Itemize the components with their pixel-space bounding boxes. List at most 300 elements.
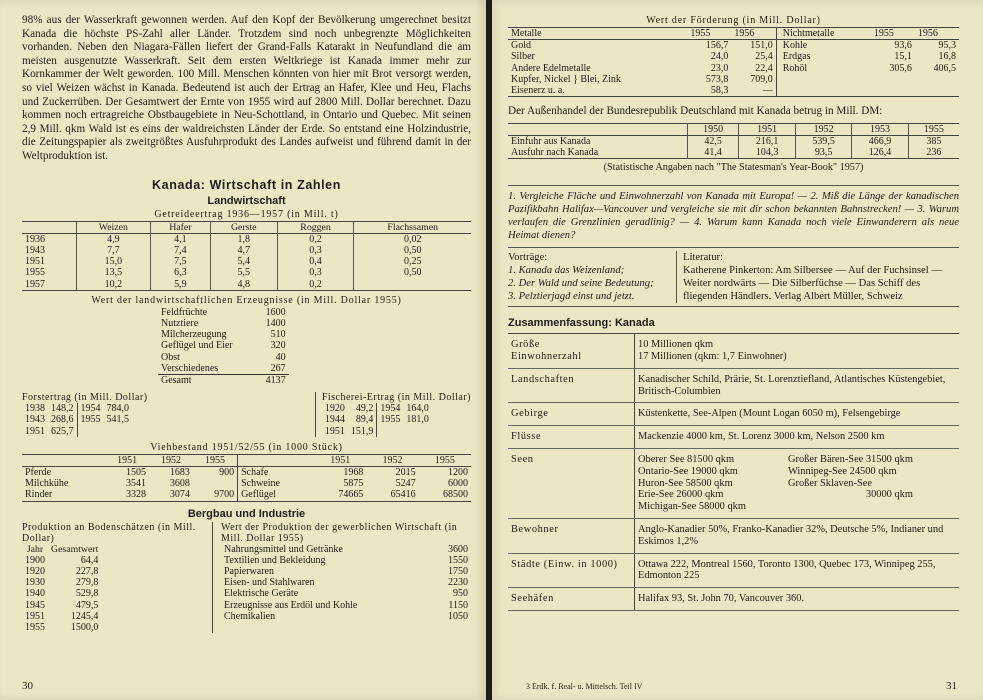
table-row xyxy=(322,403,432,414)
summary-value: Mackenzie 4000 km, St. Lorenz 3000 km, Nelson 2500 km xyxy=(635,426,960,449)
table-row xyxy=(158,374,289,386)
boden-cell: 1930 xyxy=(25,577,45,589)
table-row xyxy=(158,340,289,351)
summary-value: Küstenkette, See-Alpen (Mount Logan 6050 m), Felsengebirge xyxy=(635,403,960,426)
gewerb-cell: 950 xyxy=(453,588,468,600)
summary-row xyxy=(508,334,959,369)
vieh-cell: 1968 xyxy=(343,466,364,478)
vieh-cell: 900 xyxy=(219,466,235,478)
gewerb-cell: 2230 xyxy=(448,577,468,589)
table-row xyxy=(22,233,471,245)
summary-value: Ottawa 222, Montreal 1560, Toronto 1300, Quebec 173, Winnipeg 255, Edmonton 225 xyxy=(635,553,960,588)
section-title: Kanada: Wirtschaft in Zahlen xyxy=(152,177,341,192)
summary-row xyxy=(508,519,959,554)
aussen-header: 1950 xyxy=(687,123,739,135)
vieh-cell: Pferde xyxy=(25,466,52,478)
forst-caption: Forstertrag (in Mill. Dollar) xyxy=(22,392,148,404)
table-row xyxy=(221,544,471,555)
lake-item: Michigan-See 58000 qkm xyxy=(638,501,746,513)
nicht-cell: Kohle xyxy=(776,40,871,52)
metalle-cell: Eisenerz u. a. xyxy=(511,85,565,97)
table-row xyxy=(22,622,101,633)
fisch-cell: 1955 xyxy=(377,414,404,425)
aussen-cell: 216,1 xyxy=(739,135,795,147)
grain-header: Roggen xyxy=(277,222,354,234)
table-row xyxy=(221,600,471,611)
table-row xyxy=(322,414,432,425)
wert-cell: Feldfrüchte xyxy=(161,306,208,318)
foerder-caption: Wert der Förderung (in Mill. Dollar) xyxy=(646,15,821,26)
grain-cell: 4,7 xyxy=(210,245,277,256)
vieh-cell: Schafe xyxy=(238,466,315,478)
seen-lists xyxy=(635,449,960,519)
grain-cell: 1936 xyxy=(22,233,76,245)
vortraege-literatur xyxy=(508,247,959,307)
metalle-cell: Kupfer, Nickel } Blei, Zink xyxy=(511,73,621,85)
fisch-cell xyxy=(377,426,404,437)
wert-caption: Wert der landwirtschaftlichen Erzeugnisse (in Mill. Dollar 1955) xyxy=(91,294,402,306)
table-row xyxy=(22,245,471,256)
grain-cell: 13,5 xyxy=(76,267,150,278)
lake-item: Winnipeg-See 24500 qkm xyxy=(788,465,897,477)
table-row xyxy=(158,352,289,363)
table-row xyxy=(158,307,289,318)
gewerb-cell: Eisen- und Stahlwaren xyxy=(224,577,315,589)
forst-table xyxy=(22,403,132,437)
metalle-header: Metalle xyxy=(508,28,687,40)
lake-item: Großer Bären-See 31500 qkm xyxy=(788,454,913,466)
table-row xyxy=(22,478,471,489)
vieh-cell: 74665 xyxy=(338,489,364,501)
metalle-cell: 156,7 xyxy=(705,40,729,52)
vieh-cell: Schweine xyxy=(238,478,315,489)
table-row xyxy=(158,329,289,340)
summary-row xyxy=(508,588,959,611)
grain-cell: 0,50 xyxy=(403,267,422,279)
literatur-text: Katherene Pinkerton: Am Silbersee — Auf der Fuchsinsel — Weiter nordwärts — Die Silberfüchse — Das Schiff des fliegenden Händlers. Verlag Albert Müller, Schweiz xyxy=(683,265,942,303)
wert-table xyxy=(158,307,289,386)
grain-cell: 1951 xyxy=(22,256,76,267)
summary-value: Anglo-Kanadier 50%, Franko-Kanadier 32%, Deutsche 5%, Indianer und Eskimos 1,2% xyxy=(635,519,960,554)
grain-cell: 0,02 xyxy=(403,233,422,245)
boden-header: Gesamtwert xyxy=(51,543,99,555)
fisch-cell xyxy=(403,426,432,437)
wert-cell: 267 xyxy=(270,362,286,374)
table-row xyxy=(22,403,132,414)
vieh-year-header: 1955 xyxy=(419,454,471,466)
grain-cell: 7,7 xyxy=(76,245,150,256)
summary-title: Zusammenfassung: Kanada xyxy=(508,317,655,330)
boden-cell: 64,4 xyxy=(80,554,99,566)
gewerb-cell: Erzeugnisse aus Erdöl und Kohle xyxy=(224,599,358,611)
forst-cell: 1955 xyxy=(77,414,104,425)
wert-cell: Milcherzeugung xyxy=(161,329,227,341)
nicht-cell: 16,8 xyxy=(938,51,956,63)
table-row xyxy=(22,600,101,611)
vieh-cell: Milchkühe xyxy=(25,478,69,490)
vieh-year-header: 1952 xyxy=(149,454,193,466)
nicht-cell: 15,1 xyxy=(894,51,912,63)
summary-key: Landschaften xyxy=(508,368,635,403)
vieh-cell: 3608 xyxy=(169,478,190,490)
table-row xyxy=(22,466,471,478)
grain-cell: 1955 xyxy=(22,267,76,278)
wert-cell: 1600 xyxy=(265,306,286,318)
summary-value: Kanadischer Schild, Prärie, St. Lorenztiefland, Atlantisches Küstengebiet, Britisch-Columbien xyxy=(635,368,960,403)
vieh-cell: 5875 xyxy=(343,478,364,490)
forst-cell: 1954 xyxy=(77,403,104,414)
grain-header: Flachssamen xyxy=(354,222,471,234)
foerder-table xyxy=(508,27,959,97)
fisch-cell: 1954 xyxy=(377,403,404,414)
gewerb-cell: Elektrische Geräte xyxy=(224,588,299,600)
boden-cell: 1500,0 xyxy=(70,622,99,634)
wert-cell: 4137 xyxy=(236,374,289,386)
summary-key: Gebirge xyxy=(508,403,635,426)
grain-table xyxy=(22,222,471,290)
metalle-cell: 24,0 xyxy=(710,51,729,63)
summary-value: Halifax 93, St. John 70, Vancouver 360. xyxy=(635,588,960,611)
grain-cell: 0,3 xyxy=(277,267,354,278)
summary-key: Seehäfen xyxy=(508,588,635,611)
vieh-cell: 3328 xyxy=(126,489,147,501)
vieh-cell: 1200 xyxy=(448,466,468,478)
vieh-cell: 68500 xyxy=(443,489,468,501)
aussen-header: 1953 xyxy=(852,123,908,135)
vieh-cell: 1505 xyxy=(126,466,147,478)
table-row xyxy=(22,279,471,290)
gewerb-cell: Chemikalien xyxy=(224,610,276,622)
table-row xyxy=(508,74,959,85)
grain-header xyxy=(22,222,76,234)
nicht-header: 1956 xyxy=(915,28,959,40)
vieh-cell: 65416 xyxy=(390,489,416,501)
table-row xyxy=(508,147,959,159)
forst-cell: 1951 xyxy=(25,425,45,437)
aussen-cell: 41,4 xyxy=(687,147,739,159)
table-row xyxy=(22,256,471,267)
forst-cell: 148,2 xyxy=(51,403,74,415)
fisch-caption: Fischerei-Ertrag (in Mill. Dollar) xyxy=(321,392,471,404)
grain-cell: 0,50 xyxy=(403,244,422,256)
aussen-text: Der Außenhandel der Bundesrepublik Deutschland mit Kanada betrug in Mill. DM: xyxy=(508,105,883,118)
vieh-caption: Viehbestand 1951/52/55 (in 1000 Stück) xyxy=(150,441,343,453)
vieh-year-header: 1951 xyxy=(105,454,149,466)
aussen-cell: Ausfuhr nach Kanada xyxy=(511,147,599,159)
metalle-header: 1955 xyxy=(687,28,731,40)
aussen-header: 1955 xyxy=(908,123,959,135)
vieh-cell: 3541 xyxy=(126,478,147,490)
boden-header: Jahr xyxy=(26,543,44,555)
fisch-cell: 1920 xyxy=(324,403,345,415)
aussen-table xyxy=(508,123,959,160)
grain-cell: 0,3 xyxy=(277,245,354,256)
wert-cell: 1400 xyxy=(265,317,286,329)
table-row xyxy=(22,267,471,278)
landwirtschaft-heading: Landwirtschaft xyxy=(207,194,286,207)
summary-row xyxy=(508,449,959,519)
vieh-cell: 5247 xyxy=(395,478,416,490)
vieh-table xyxy=(22,454,471,502)
vieh-cell: 6000 xyxy=(448,478,468,490)
grain-cell xyxy=(354,279,471,290)
wert-cell: 510 xyxy=(270,329,286,341)
page-right xyxy=(488,0,983,700)
nicht-cell-empty xyxy=(776,74,959,85)
summary-key: Größe Einwohnerzahl xyxy=(508,334,635,369)
aussen-note: (Statistische Angaben nach "The Statesman's Year-Book" 1957) xyxy=(603,162,864,174)
boden-caption: Produktion an Bodenschätzen (in Mill. Dollar) xyxy=(22,521,196,544)
gewerb-cell: Papierwaren xyxy=(224,566,274,577)
summary-table xyxy=(508,333,959,611)
table-row xyxy=(508,135,959,147)
summary-key: Bewohner xyxy=(508,519,635,554)
grain-cell: 7,5 xyxy=(150,256,210,267)
wert-cell: Geflügel und Eier xyxy=(161,340,233,352)
wert-cell: 40 xyxy=(275,351,286,363)
page-left xyxy=(0,0,488,700)
table-row xyxy=(221,555,471,566)
forst-cell: 784,0 xyxy=(106,403,129,415)
aussen-header: 1951 xyxy=(739,123,795,135)
boden-cell: 1245,4 xyxy=(70,610,99,622)
wert-cell: Nutztiere xyxy=(161,317,199,329)
fisch-cell: 89,4 xyxy=(355,414,374,426)
grain-header: Gerste xyxy=(210,222,277,234)
lake-item: Oberer See 81500 qkm xyxy=(638,454,735,466)
vieh-cell: 3074 xyxy=(169,489,190,501)
table-row xyxy=(22,489,471,501)
boden-cell: 529,8 xyxy=(75,588,99,600)
vieh-cell: 9700 xyxy=(214,489,235,501)
gewerb-cell: 3600 xyxy=(448,543,468,555)
table-row xyxy=(508,63,959,74)
table-row xyxy=(22,611,101,622)
metalle-cell: 151,0 xyxy=(750,40,773,52)
forst-cell: 1938 xyxy=(25,403,45,415)
summary-row xyxy=(508,403,959,426)
table-row xyxy=(221,566,471,577)
vieh-header-empty xyxy=(22,454,105,466)
lake-item: Großer Sklaven-See xyxy=(788,477,872,489)
grain-header: Weizen xyxy=(76,222,150,234)
boden-cell: 1900 xyxy=(25,554,45,566)
grain-cell: 1,8 xyxy=(210,233,277,245)
aussen-cell: 466,9 xyxy=(852,135,908,147)
gewerb-cell: Nahrungsmittel und Getränke xyxy=(224,543,343,555)
metalle-cell: — xyxy=(762,85,773,97)
table-row xyxy=(508,40,959,52)
nicht-cell: Erdgas xyxy=(776,51,871,62)
metalle-cell: Gold xyxy=(511,40,531,52)
boden-cell: 227,8 xyxy=(75,566,99,577)
aussen-cell: 126,4 xyxy=(852,147,908,159)
lake-item: Huron-See 58500 qkm xyxy=(638,477,733,489)
aussen-cell: 42,5 xyxy=(687,135,739,147)
aussen-cell: 236 xyxy=(908,147,959,159)
table-row xyxy=(22,414,132,425)
forst-cell xyxy=(104,426,133,437)
grain-cell: 0,2 xyxy=(277,279,354,290)
summary-value: 10 Millionen qkm 17 Millionen (qkm: 1,7 Einwohner) xyxy=(635,334,960,369)
forst-cell: 1943 xyxy=(25,414,45,426)
grain-cell: 6,3 xyxy=(150,267,210,278)
vortraege-label: Vorträge: xyxy=(508,252,548,264)
boden-cell: 1951 xyxy=(25,610,45,622)
boden-cell: 279,8 xyxy=(75,577,99,589)
wert-cell: Gesamt xyxy=(158,374,236,386)
tasks: 1. Vergleiche Fläche und Einwohnerzahl von Kanada mit Europa! — 2. Miß die Länge der kanadischen Pazifikbahn Halifax—Vancouver und vergleiche sie mit dir schon bekannten Bahnstrecken! — 3. Warum verlaufen die Grenzlinien geradlinig? — 4. Warum kann Kanada noch viele Einwanderern als neue Heimat dienen? xyxy=(508,185,959,242)
boden-table xyxy=(22,544,101,634)
metalle-cell: Andere Edelmetalle xyxy=(511,62,591,74)
metalle-cell: 58,3 xyxy=(710,85,729,97)
gewerb-cell: 1150 xyxy=(448,599,468,611)
table-row xyxy=(22,588,101,599)
forst-cell xyxy=(77,426,104,437)
grain-cell: 4,8 xyxy=(210,279,277,290)
gewerb-cell: Textilien und Bekleidung xyxy=(224,554,326,566)
vieh-cell: Rinder xyxy=(25,489,53,501)
footer-note: 3 Erdk. f. Real- u. Mittelsch. Teil IV xyxy=(526,682,643,691)
summary-row xyxy=(508,553,959,588)
table-row xyxy=(22,566,101,577)
grain-cell: 1943 xyxy=(22,245,76,256)
summary-key: Seen xyxy=(508,449,635,519)
grain-cell: 4,1 xyxy=(150,233,210,245)
grain-cell: 7,4 xyxy=(150,245,210,256)
table-row xyxy=(22,577,101,588)
nicht-cell: 93,6 xyxy=(894,40,912,52)
table-row xyxy=(508,51,959,62)
vortrag-item: 3. Pelztierjagd einst und jetzt. xyxy=(508,291,635,303)
aussen-header: 1952 xyxy=(795,123,851,135)
fisch-cell: 151,9 xyxy=(350,425,374,437)
gewerb-table xyxy=(221,544,471,622)
metalle-cell: 709,0 xyxy=(750,73,773,85)
grain-cell: 0,25 xyxy=(403,256,422,268)
vieh-year-header: 1951 xyxy=(314,454,366,466)
table-row xyxy=(158,318,289,329)
grain-cell: 15,0 xyxy=(76,256,150,267)
table-row xyxy=(22,426,132,437)
summary-row xyxy=(508,426,959,449)
boden-cell: 1945 xyxy=(25,599,45,611)
aussen-cell: 385 xyxy=(908,135,959,147)
summary-key: Städte (Einw. in 1000) xyxy=(508,553,635,588)
aussen-header xyxy=(508,123,687,135)
vieh-cell xyxy=(193,478,238,489)
nicht-cell: 305,6 xyxy=(889,62,912,74)
boden-cell: 1920 xyxy=(25,566,45,577)
table-row xyxy=(22,555,101,566)
metalle-cell: 25,4 xyxy=(755,51,773,63)
fisch-cell: 49,2 xyxy=(355,403,374,415)
wert-cell: Verschiedenes xyxy=(161,362,219,374)
metalle-cell: 573,8 xyxy=(705,73,729,85)
gewerb-cell: 1550 xyxy=(448,554,468,566)
nicht-header: Nichtmetalle xyxy=(776,28,871,40)
fisch-cell: 181,0 xyxy=(406,414,429,426)
nicht-cell: Rohöl xyxy=(776,63,871,74)
vieh-header-empty xyxy=(238,454,315,466)
fisch-cell: 164,0 xyxy=(406,403,429,415)
vieh-year-header: 1952 xyxy=(366,454,418,466)
aussen-cell: 93,5 xyxy=(795,147,851,159)
grain-cell: 4,9 xyxy=(76,233,150,245)
forst-cell: 541,5 xyxy=(106,414,129,426)
vieh-cell: Geflügel xyxy=(238,489,315,501)
grain-cell: 10,2 xyxy=(76,279,150,290)
metalle-cell: 22,4 xyxy=(755,62,773,74)
grain-cell: 0,4 xyxy=(277,256,354,267)
aussen-cell: 539,5 xyxy=(795,135,851,147)
grain-cell: 1957 xyxy=(22,279,76,290)
table-row xyxy=(221,577,471,588)
gewerb-cell: 1050 xyxy=(448,610,468,622)
vieh-cell: 2015 xyxy=(395,466,416,478)
fisch-cell: 1951 xyxy=(324,425,345,437)
lake-item: Erie-See 26000 qkm xyxy=(638,489,724,501)
vortrag-item: 2. Der Wald und seine Bedeutung; xyxy=(508,278,654,290)
binding-gutter xyxy=(486,0,492,700)
table-row xyxy=(322,426,432,437)
grain-cell: 5,4 xyxy=(210,256,277,267)
gewerb-cell: 1750 xyxy=(448,566,468,577)
grain-cell: 5,9 xyxy=(150,279,210,290)
vortrag-item: 1. Kanada das Weizenland; xyxy=(508,265,625,277)
forst-cell: 268,6 xyxy=(51,414,74,426)
lake-item: Ontario-See 19000 qkm xyxy=(638,465,738,477)
vieh-year-header: 1955 xyxy=(193,454,238,466)
table-row xyxy=(221,588,471,599)
gewerb-caption: Wert der Produktion der gewerblichen Wirtschaft (in Mill. Dollar 1955) xyxy=(221,521,458,544)
fisch-table xyxy=(322,403,432,437)
grain-cell: 5,5 xyxy=(210,267,277,278)
table-row xyxy=(508,85,959,97)
bergbau-heading: Bergbau und Industrie xyxy=(187,507,306,520)
metalle-cell: Silber xyxy=(511,51,535,63)
wert-cell: 320 xyxy=(270,340,286,352)
metalle-cell: 23,0 xyxy=(710,62,729,74)
page-number-left: 30 xyxy=(22,680,33,692)
table-row xyxy=(221,611,471,622)
grain-cell: 0,2 xyxy=(277,233,354,245)
summary-key: Flüsse xyxy=(508,426,635,449)
forst-cell: 625,7 xyxy=(51,425,74,437)
aussen-cell: 104,3 xyxy=(739,147,795,159)
page-number-right: 31 xyxy=(946,680,957,692)
boden-cell: 479,5 xyxy=(75,599,99,611)
nicht-cell-empty xyxy=(776,85,959,97)
grain-caption: Getreideertrag 1936—1957 (in Mill. t) xyxy=(154,208,339,220)
metalle-header: 1956 xyxy=(731,28,776,40)
intro-paragraph: 98% aus der Wasserkraft gewonnen werden. Auf den Kopf der Bevölkerung umgerechnet besitzt Kanada die höchste PS-Zahl aller Länder. Trotzdem sind noch unbegrenzte Möglichkeiten vorhanden. Neben den Niagara-Fällen liefert der Grand-Falls Katarakt in Neufundland die am meisten ausgenutzte Wasserkraft. Seit dem ersten Weltkriege ist Kanada immer mehr zur Kornkammer der Welt geworden. 100 Mill. Menschen könnten von hier mit Brot versorgt werden, so viel Weizen wächst in Kanada. Bedeutend ist auch der Ertrag an Hafer, Klee und Heu, Flachs und Zuckerrüben. Der Gesamtwert der Ernte von 1955 wird auf 2800 Mill. Dollar berechnet. Dazu kommen noch ertragreiche Obstbaugebiete in Neu-Schottland, in Ontario und Quebec. Mit seinen 2,9 Mill. qkm Wald ist es eins der waldreichsten Länder der Erde. So entstand eine Holzindustrie, die Zeitungspapier als zweitgrößtes Ausfuhrprodukt des Landes aufweist und führend damit in der Weltproduktion ist. xyxy=(22,14,471,162)
vieh-cell: 1683 xyxy=(169,466,190,478)
lake-item: 30000 qkm xyxy=(865,489,913,501)
table-row xyxy=(158,363,289,375)
aussen-cell: Einfuhr aus Kanada xyxy=(511,135,591,147)
literatur-label: Literatur: xyxy=(683,252,724,264)
fisch-cell: 1944 xyxy=(324,414,345,426)
boden-cell: 1955 xyxy=(25,622,45,634)
nicht-cell: 406,5 xyxy=(933,62,956,74)
nicht-cell: 95,3 xyxy=(938,40,956,52)
nicht-header: 1955 xyxy=(871,28,915,40)
boden-cell: 1940 xyxy=(25,588,45,600)
wert-cell: Obst xyxy=(161,351,180,363)
summary-row xyxy=(508,368,959,403)
grain-header: Hafer xyxy=(150,222,210,234)
